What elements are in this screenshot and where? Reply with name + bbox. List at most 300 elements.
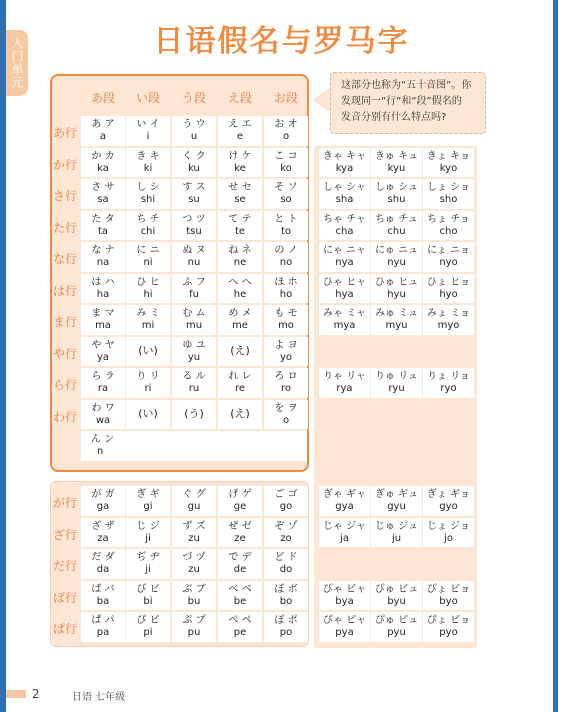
romaji-text: pyu: [387, 627, 406, 638]
kana-text: ぎゃ ギャ: [322, 489, 367, 500]
kana-text: じょ ジョ: [427, 520, 470, 532]
row-label: ぱ行: [52, 622, 77, 636]
kana-cell: [218, 400, 262, 430]
kana-cell: [218, 242, 262, 272]
kana-cell: [81, 211, 125, 241]
romaji-text: a: [99, 131, 107, 142]
kana-cell: [423, 148, 474, 178]
kana-cell: [126, 116, 170, 146]
kana-cell: [319, 368, 370, 398]
kana-cell: [371, 368, 422, 398]
left-border-bar: [0, 0, 6, 712]
romaji-text: se: [234, 194, 246, 205]
romaji-text: na: [96, 257, 110, 268]
kana-cell: [126, 400, 170, 430]
kana-cell: [81, 486, 125, 516]
kana-text: い イ: [136, 119, 160, 130]
kana-text: きょ キョ: [426, 150, 471, 162]
kana-cell: [172, 368, 216, 398]
kana-text: め メ: [228, 308, 252, 319]
romaji-text: ryo: [440, 383, 457, 394]
romaji-text: yo: [279, 351, 293, 363]
romaji-text: wa: [95, 414, 111, 426]
kana-text: ぶ ブ: [182, 583, 206, 595]
romaji-text: po: [279, 627, 293, 638]
kana-cell: [172, 486, 216, 516]
kana-text: しょ ショ: [427, 182, 470, 193]
kana-cell: [81, 581, 125, 611]
romaji-text: ha: [96, 288, 110, 300]
kana-cell: [218, 211, 262, 241]
column-header: お段: [273, 91, 298, 105]
romaji-text: nyo: [439, 257, 458, 268]
kana-cell: [423, 581, 474, 611]
romaji-text: gi: [143, 501, 153, 512]
romaji-text: be: [233, 595, 247, 607]
kana-text: ふ フ: [182, 276, 206, 288]
kana-cell: [319, 274, 370, 304]
romaji-text: hyo: [439, 288, 458, 300]
hint-line-2: 发现同一“行”和“段”假名的: [341, 96, 462, 107]
kana-text: ず ズ: [182, 520, 206, 532]
romaji-text: sho: [439, 194, 458, 205]
romaji-text: fu: [189, 288, 199, 300]
page-title: 日语假名与罗马字: [153, 24, 410, 59]
kana-cell: [423, 368, 474, 398]
kana-text: が ガ: [91, 489, 115, 500]
kana-text: し シ: [136, 182, 160, 193]
romaji-text: ho: [279, 288, 293, 300]
kana-cell: [319, 612, 370, 642]
kana-cell: [218, 486, 262, 516]
kana-text: ら ラ: [91, 371, 115, 382]
romaji-text: ju: [391, 532, 402, 544]
kana-text: せ セ: [228, 182, 252, 193]
kana-text: きゃ キャ: [322, 150, 367, 162]
romaji-text: su: [188, 194, 200, 205]
kana-cell: [218, 305, 262, 335]
romaji-text: kyo: [439, 162, 458, 174]
kana-text: え エ: [228, 119, 252, 130]
kana-text: す ス: [182, 182, 206, 193]
kana-cell: [264, 518, 308, 548]
kana-cell: [264, 242, 308, 272]
kana-text: こ コ: [274, 150, 298, 162]
kana-cell: [172, 400, 216, 430]
romaji-text: gu: [187, 501, 201, 512]
kana-cell: [218, 581, 262, 611]
romaji-text: zo: [280, 532, 292, 544]
romaji-text: gya: [335, 501, 354, 512]
romaji-text: pe: [233, 627, 247, 638]
romaji-text: ba: [96, 595, 110, 607]
romaji-text: to: [280, 225, 292, 237]
romaji-text: ma: [95, 320, 111, 331]
kana-cell: [126, 179, 170, 209]
kana-cell: [81, 368, 125, 398]
kana-cell: [218, 116, 262, 146]
romaji-text: he: [233, 288, 247, 300]
kana-text: て テ: [228, 213, 252, 225]
romaji-text: zu: [188, 564, 200, 575]
kana-cell: [172, 518, 216, 548]
kana-text: へ ヘ: [228, 276, 252, 288]
romaji-text: sha: [335, 194, 354, 205]
row-label: や行: [52, 346, 77, 361]
kana-cell: [81, 305, 125, 335]
kana-cell: [126, 549, 170, 579]
kana-text: じゃ ジャ: [323, 520, 366, 532]
kana-text: びゅ ビュ: [374, 583, 419, 595]
kana-cell: [218, 179, 262, 209]
kana-cell: [319, 486, 370, 516]
romaji-text: shu: [387, 194, 406, 205]
romaji-text: o: [282, 414, 290, 426]
kana-cell: [172, 242, 216, 272]
kana-cell: [81, 148, 125, 178]
kana-cell: [423, 518, 474, 548]
kana-cell: [264, 581, 308, 611]
kana-cell: [81, 116, 125, 146]
kana-text: ぐ グ: [182, 489, 206, 500]
kana-cell: [126, 337, 170, 367]
kana-text: ぴ ピ: [136, 615, 160, 626]
kana-cell: [319, 305, 370, 335]
romaji-text: so: [280, 194, 292, 205]
romaji-text: ge: [233, 501, 247, 512]
romaji-text: cha: [335, 225, 354, 237]
kana-cell: [264, 211, 308, 241]
kana-text: き キ: [136, 150, 160, 162]
kana-cell: [319, 518, 370, 548]
kana-cell: [218, 612, 262, 642]
kana-text: は ハ: [91, 276, 115, 288]
romaji-text: te: [234, 225, 246, 237]
kana-text: ぬ ヌ: [182, 245, 206, 256]
romaji-text: bi: [143, 595, 153, 607]
kana-cell: [172, 116, 216, 146]
romaji-text: mi: [141, 320, 155, 331]
kana-text: ぞ ゾ: [274, 520, 298, 532]
romaji-text: da: [96, 564, 110, 575]
romaji-text: byu: [387, 595, 406, 607]
kana-text: ぴゅ ピュ: [374, 615, 419, 626]
column-header: あ段: [90, 91, 115, 105]
kana-cell: [371, 211, 422, 241]
kana-text: みょ ミョ: [427, 308, 470, 319]
romaji-text: myo: [437, 320, 460, 331]
kana-cell: [81, 274, 125, 304]
romaji-text: bu: [187, 595, 201, 607]
romaji-text: u: [190, 131, 198, 142]
kana-text: (い): [138, 406, 158, 420]
romaji-text: re: [234, 383, 246, 394]
kana-cell: [81, 518, 125, 548]
kana-cell: [218, 337, 262, 367]
kana-text: お オ: [274, 119, 298, 130]
kana-cell: [126, 368, 170, 398]
romaji-text: myu: [385, 320, 408, 331]
kana-cell: [371, 148, 422, 178]
kana-cell: [126, 581, 170, 611]
kana-text: にゅ ニュ: [375, 245, 418, 256]
row-label: が行: [52, 496, 77, 510]
row-label: だ行: [52, 559, 77, 573]
kana-text: ぜ ゼ: [228, 520, 252, 532]
romaji-text: n: [97, 446, 104, 457]
kana-text: にゃ ニャ: [323, 245, 366, 256]
kana-text: しゃ シャ: [323, 182, 366, 193]
right-border-bar: [553, 0, 558, 712]
kana-cell: [81, 337, 125, 367]
romaji-text: ya: [96, 351, 110, 363]
kana-cell: [264, 116, 308, 146]
kana-text: びょ ビョ: [426, 583, 471, 595]
kana-text: りょ リョ: [427, 371, 470, 382]
kana-cell: [319, 581, 370, 611]
kana-cell: [371, 518, 422, 548]
kana-text: (え): [230, 406, 250, 420]
kana-text: ど ド: [274, 552, 298, 563]
romaji-text: mya: [333, 320, 356, 331]
kana-text: に ニ: [136, 245, 160, 256]
romaji-text: pu: [187, 627, 201, 638]
kana-cell: [371, 179, 422, 209]
kana-text: げ ゲ: [228, 489, 252, 500]
kana-cell: [319, 242, 370, 272]
kana-text: べ ベ: [228, 583, 252, 595]
column-header: え段: [227, 91, 252, 105]
kana-cell: [319, 148, 370, 178]
kana-cell: [423, 486, 474, 516]
row-label: さ行: [52, 189, 77, 203]
kana-cell: [264, 549, 308, 579]
row-label: か行: [52, 157, 77, 172]
kana-text: りゃ リャ: [323, 371, 366, 382]
kana-text: (い): [138, 343, 158, 357]
kana-cell: [126, 274, 170, 304]
kana-text: つ ツ: [182, 213, 206, 225]
romaji-text: ta: [97, 225, 109, 237]
kana-cell: [371, 274, 422, 304]
kana-cell: [264, 612, 308, 642]
kana-text: ちゅ チュ: [375, 213, 418, 225]
romaji-text: kyu: [387, 162, 406, 174]
kana-text: む ム: [182, 308, 206, 319]
kana-cell: [126, 148, 170, 178]
kana-text: ちゃ チャ: [323, 213, 366, 225]
romaji-text: go: [279, 501, 293, 512]
kana-text: り リ: [136, 371, 160, 382]
romaji-text: hya: [335, 288, 354, 300]
unit-side-tab: 入门单元: [6, 30, 28, 96]
kana-text: にょ ニョ: [427, 245, 470, 256]
kana-text: ぺ ペ: [228, 615, 252, 626]
kana-text: み ミ: [136, 308, 160, 319]
kana-text: ぼ ボ: [274, 583, 298, 595]
romaji-text: cho: [439, 225, 458, 237]
kana-cell: [371, 305, 422, 335]
kana-text: ま マ: [91, 308, 115, 319]
kana-text: りゅ リュ: [375, 371, 418, 382]
kana-text: しゅ シュ: [375, 182, 418, 193]
kana-text: ちょ チョ: [427, 213, 470, 225]
kana-text: あ ア: [91, 119, 115, 130]
kana-cell: [126, 486, 170, 516]
kana-text: ん ン: [91, 434, 115, 445]
romaji-text: ro: [280, 383, 291, 394]
romaji-text: ryu: [388, 383, 405, 394]
kana-cell: [218, 274, 262, 304]
kana-text: ひょ ヒョ: [426, 276, 471, 288]
hint-line-1: 这部分也称为“五十音图”。你: [341, 80, 472, 91]
kana-cell: [423, 274, 474, 304]
footer-text: 日语 七年级: [72, 692, 126, 703]
kana-text: く ク: [182, 150, 206, 162]
kana-text: みゃ ミャ: [323, 308, 366, 319]
kana-text: わ ワ: [91, 402, 115, 414]
kana-cell: [319, 211, 370, 241]
kana-text: の ノ: [274, 245, 298, 256]
kana-text: ぷ プ: [182, 615, 206, 626]
kana-cell: [264, 368, 308, 398]
romaji-text: o: [282, 131, 290, 142]
romaji-text: tsu: [186, 225, 202, 237]
kana-text: (う): [184, 406, 204, 420]
kana-cell: [218, 368, 262, 398]
romaji-text: ze: [234, 532, 246, 544]
romaji-text: nu: [187, 257, 201, 268]
romaji-text: bya: [335, 595, 354, 607]
kana-text: ぽ ポ: [274, 615, 298, 626]
romaji-text: shi: [140, 194, 156, 205]
romaji-text: zu: [188, 532, 200, 544]
romaji-text: pyo: [439, 627, 458, 638]
romaji-text: ku: [188, 162, 200, 174]
romaji-text: e: [236, 131, 244, 142]
kana-cell: [264, 305, 308, 335]
row-label: な行: [52, 252, 77, 266]
column-header: い段: [135, 91, 160, 105]
hint-bubble: [330, 72, 486, 134]
kana-cell: [126, 305, 170, 335]
kana-text: で デ: [228, 552, 252, 563]
kana-text: ご ゴ: [274, 489, 298, 500]
kana-cell: [264, 274, 308, 304]
kana-text: づ ヅ: [182, 552, 206, 563]
kana-cell: [371, 242, 422, 272]
romaji-text: bo: [279, 595, 293, 607]
kana-text: や ヤ: [91, 339, 115, 351]
romaji-text: byo: [439, 595, 458, 607]
romaji-text: ki: [143, 162, 153, 174]
kana-cell: [81, 400, 125, 430]
kana-text: か カ: [91, 150, 115, 162]
hint-line-3: 发音分别有什么特点吗?: [341, 112, 447, 123]
romaji-text: mu: [185, 320, 203, 331]
kana-cell: [264, 337, 308, 367]
kana-text: ぱ パ: [91, 615, 115, 626]
kana-cell: [319, 179, 370, 209]
row-label: ば行: [52, 590, 77, 605]
kana-cell: [172, 549, 216, 579]
kana-cell: [126, 612, 170, 642]
romaji-text: i: [146, 131, 150, 142]
kana-cell: [264, 179, 308, 209]
kana-text: だ ダ: [91, 552, 115, 563]
kana-cell-n: [81, 431, 307, 461]
bubble-tail: [312, 88, 330, 112]
romaji-text: ka: [97, 162, 109, 174]
romaji-text: yu: [187, 351, 201, 363]
romaji-text: chu: [387, 225, 406, 237]
kana-cell: [81, 612, 125, 642]
kana-text: じ ジ: [136, 520, 160, 532]
romaji-text: de: [233, 564, 247, 575]
romaji-text: ri: [144, 383, 152, 394]
kana-cell: [218, 148, 262, 178]
kana-text: う ウ: [182, 119, 206, 130]
kana-text: ね ネ: [228, 245, 252, 256]
column-header: う段: [181, 91, 206, 105]
page-number: 2: [32, 687, 40, 701]
kana-cell: [172, 305, 216, 335]
kana-text: きゅ キュ: [374, 150, 419, 162]
kana-cell: [218, 549, 262, 579]
kana-text: る ル: [182, 371, 206, 382]
romaji-text: jo: [444, 532, 453, 544]
kana-cell: [172, 148, 216, 178]
kana-cell: [172, 337, 216, 367]
romaji-text: ne: [233, 257, 247, 268]
kana-text: ぎょ ギョ: [426, 489, 471, 500]
kana-text: も モ: [274, 308, 298, 319]
kana-cell: [264, 400, 308, 430]
romaji-text: ji: [145, 564, 151, 575]
kana-text: ぎゅ ギュ: [374, 489, 419, 500]
romaji-text: mo: [278, 320, 294, 331]
kana-text: な ナ: [91, 245, 115, 256]
kana-cell: [423, 305, 474, 335]
romaji-text: ke: [234, 162, 246, 174]
row-label: ざ行: [52, 527, 77, 542]
kana-text: け ケ: [228, 150, 252, 162]
romaji-text: nyu: [387, 257, 406, 268]
kana-cell: [371, 486, 422, 516]
kana-text: ろ ロ: [274, 371, 298, 382]
kana-text: ざ ザ: [91, 520, 115, 532]
kana-cell: [172, 211, 216, 241]
kana-text: よ ヨ: [274, 339, 298, 351]
kana-text: みゅ ミュ: [375, 308, 418, 319]
kana-text: ぎ ギ: [136, 489, 160, 500]
romaji-text: do: [279, 564, 293, 575]
kana-text: ば バ: [91, 583, 115, 595]
kana-cell: [172, 179, 216, 209]
romaji-text: ni: [143, 257, 153, 268]
kana-cell: [371, 581, 422, 611]
row-label: は行: [52, 283, 77, 298]
romaji-text: ga: [96, 501, 110, 512]
kana-cell: [81, 242, 125, 272]
kana-text: (え): [230, 343, 250, 357]
footer-accent-bar: [6, 690, 26, 698]
romaji-text: no: [279, 257, 293, 268]
kana-text: び ビ: [136, 583, 160, 595]
row-label: ら行: [52, 378, 77, 392]
kana-text: さ サ: [91, 182, 115, 193]
romaji-text: za: [97, 532, 109, 544]
